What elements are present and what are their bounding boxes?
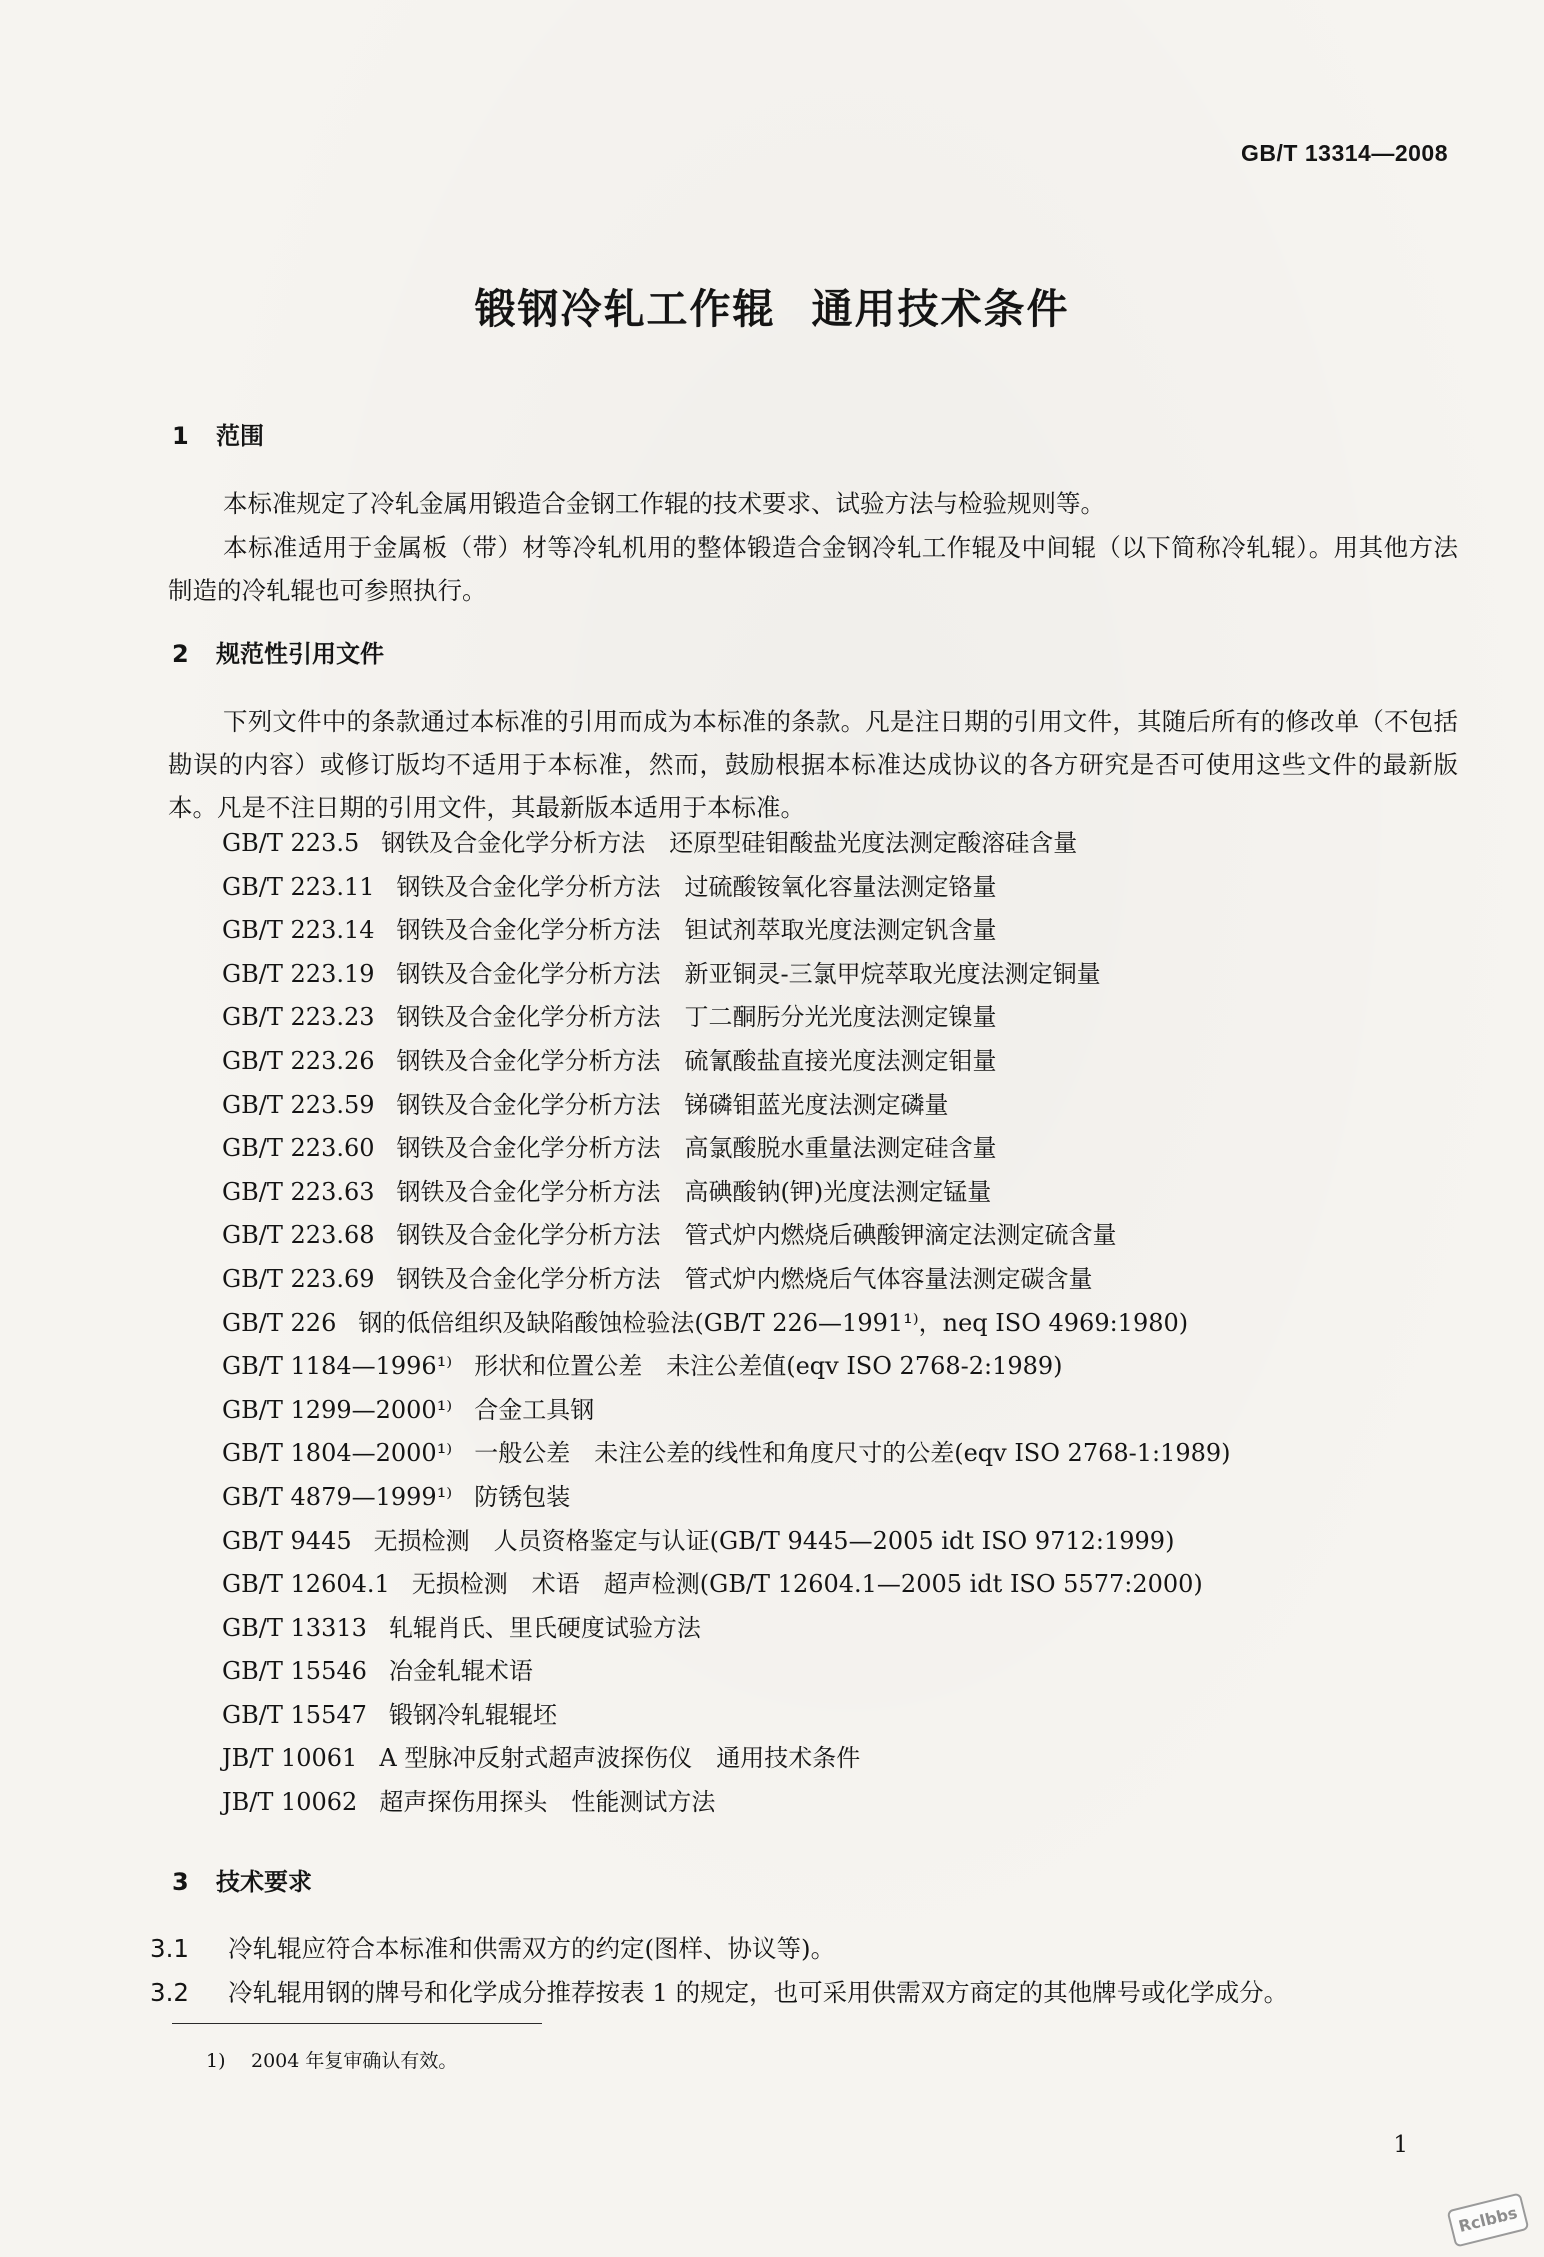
reference-code: GB/T 223.14 xyxy=(222,916,375,945)
footnote-text: 2004 年复审确认有效。 xyxy=(251,2050,458,2072)
reference-item xyxy=(222,1432,1231,1476)
reference-code: GB/T 223.69 xyxy=(222,1264,375,1293)
page-number: 1 xyxy=(1393,2132,1408,2158)
reference-code: JB/T 10062 xyxy=(222,1788,358,1817)
reference-title: 锻钢冷轧辊辊坯 xyxy=(388,1700,557,1729)
references-intro-paragraph: 下列文件中的条款通过本标准的引用而成为本标准的条款。凡是注日期的引用文件，其随后所有的修改单（不包括勘误的内容）或修订版均不适用于本标准，然而，鼓励根据本标准达成协议的各方研究是否可使用这些文件的最新版本。凡是不注日期的引用文件，其最新版本适用于本标准。 xyxy=(168,707,1458,822)
reference-title: 钢铁及合金化学分析方法 还原型硅钼酸盐光度法测定酸溶硅含量 xyxy=(381,829,1078,857)
scope-paragraph-2: 本标准适用于金属板（带）材等冷轧机用的整体锻造合金钢冷轧工作辊及中间辊（以下简称冷轧辊）。用其他方法制造的冷轧辊也可参照执行。 xyxy=(168,533,1458,605)
standard-code: GB/T 13314—2008 xyxy=(1241,140,1448,166)
reference-code: GB/T 226 xyxy=(222,1308,337,1337)
reference-code: GB/T 223.26 xyxy=(222,1046,375,1075)
section-1-heading xyxy=(172,416,264,451)
reference-item xyxy=(222,822,1231,866)
watermark-stamp: Rclbbs xyxy=(1447,2192,1530,2247)
reference-item xyxy=(222,866,1231,910)
reference-item xyxy=(222,953,1231,997)
reference-title: A 型脉冲反射式超声波探伤仪 通用技术条件 xyxy=(379,1744,861,1773)
section-number: 3 xyxy=(172,1868,189,1896)
clause-text: 冷轧辊用钢的牌号和化学成分推荐按表 1 的规定，也可采用供需双方商定的其他牌号或化学成分。 xyxy=(228,1978,1289,2007)
section-title: 技术要求 xyxy=(216,1868,312,1896)
reference-title: 钢铁及合金化学分析方法 丁二酮肟分光光度法测定镍量 xyxy=(396,1003,997,1032)
reference-title: 超声探伤用探头 性能测试方法 xyxy=(379,1788,716,1817)
reference-title: 钢铁及合金化学分析方法 高碘酸钠(钾)光度法测定锰量 xyxy=(396,1177,992,1206)
reference-code: JB/T 10061 xyxy=(222,1744,358,1773)
reference-code: GB/T 9445 xyxy=(222,1526,352,1555)
reference-item xyxy=(222,1737,1231,1781)
reference-title: 冶金轧辊术语 xyxy=(388,1657,533,1686)
reference-item xyxy=(222,1171,1231,1215)
footnote-divider xyxy=(172,2023,542,2024)
document-title xyxy=(0,276,1544,335)
reference-item xyxy=(222,1127,1231,1171)
reference-item xyxy=(222,996,1231,1040)
clause-text: 冷轧辊应符合本标准和供需双方的约定(图样、协议等)。 xyxy=(228,1934,836,1963)
reference-title: 钢铁及合金化学分析方法 锑磷钼蓝光度法测定磷量 xyxy=(396,1090,949,1119)
reference-code: GB/T 223.5 xyxy=(222,829,360,857)
reference-item xyxy=(222,1040,1231,1084)
reference-item xyxy=(222,1214,1231,1258)
clause-number: 3.2 xyxy=(150,1978,189,2007)
reference-code: GB/T 4879—1999¹⁾ xyxy=(222,1482,453,1511)
reference-code: GB/T 223.23 xyxy=(222,1003,375,1032)
reference-item xyxy=(222,1084,1231,1128)
section-title: 规范性引用文件 xyxy=(216,640,384,668)
reference-title: 钢的低倍组织及缺陷酸蚀检验法(GB/T 226—1991¹⁾，neq ISO 4969:1980) xyxy=(358,1308,1189,1337)
normative-references-list xyxy=(222,822,1231,1825)
reference-item xyxy=(222,1258,1231,1302)
title-part-1: 锻钢冷轧工作辊 xyxy=(474,285,776,333)
reference-title: 钢铁及合金化学分析方法 硫氰酸盐直接光度法测定钼量 xyxy=(396,1046,997,1075)
reference-code: GB/T 223.68 xyxy=(222,1221,375,1250)
reference-title: 一般公差 未注公差的线性和角度尺寸的公差(eqv ISO 2768-1:1989) xyxy=(474,1439,1231,1468)
reference-code: GB/T 1184—1996¹⁾ xyxy=(222,1352,453,1381)
reference-code: GB/T 1804—2000¹⁾ xyxy=(222,1439,453,1468)
reference-code: GB/T 12604.1 xyxy=(222,1570,390,1599)
reference-item xyxy=(222,1476,1231,1520)
section-number: 2 xyxy=(172,640,189,668)
reference-code: GB/T 15547 xyxy=(222,1700,367,1729)
reference-title: 钢铁及合金化学分析方法 管式炉内燃烧后碘酸钾滴定法测定硫含量 xyxy=(396,1221,1117,1250)
section-number: 1 xyxy=(172,422,189,450)
reference-title: 无损检测 人员资格鉴定与认证(GB/T 9445—2005 idt ISO 9712:1999) xyxy=(373,1526,1175,1555)
section-3-heading xyxy=(172,1862,312,1897)
footnote-mark: 1) xyxy=(206,2050,226,2072)
reference-code: GB/T 223.59 xyxy=(222,1090,375,1119)
reference-item xyxy=(222,1781,1231,1825)
reference-code: GB/T 1299—2000¹⁾ xyxy=(222,1395,453,1424)
reference-title: 钢铁及合金化学分析方法 管式炉内燃烧后气体容量法测定碳含量 xyxy=(396,1264,1093,1293)
reference-code: GB/T 223.60 xyxy=(222,1134,375,1163)
reference-title: 钢铁及合金化学分析方法 过硫酸铵氧化容量法测定铬量 xyxy=(396,872,997,901)
reference-code: GB/T 223.19 xyxy=(222,959,375,988)
section-2-heading xyxy=(172,634,384,669)
reference-item xyxy=(222,1607,1231,1651)
reference-item xyxy=(222,1563,1231,1607)
reference-title: 合金工具钢 xyxy=(474,1395,595,1424)
reference-item xyxy=(222,909,1231,953)
reference-title: 轧辊肖氏、里氏硬度试验方法 xyxy=(388,1613,701,1642)
reference-item xyxy=(222,1650,1231,1694)
footnote xyxy=(206,2046,457,2073)
reference-title: 无损检测 术语 超声检测(GB/T 12604.1—2005 idt ISO 5577:2000) xyxy=(411,1570,1203,1599)
clause-3-1 xyxy=(150,1930,835,1965)
reference-code: GB/T 13313 xyxy=(222,1613,367,1642)
section-title: 范围 xyxy=(216,422,264,450)
reference-title: 钢铁及合金化学分析方法 新亚铜灵-三氯甲烷萃取光度法测定铜量 xyxy=(396,959,1101,988)
reference-item xyxy=(222,1345,1231,1389)
reference-title: 钢铁及合金化学分析方法 高氯酸脱水重量法测定硅含量 xyxy=(396,1134,997,1163)
reference-item xyxy=(222,1694,1231,1738)
reference-title: 防锈包装 xyxy=(474,1482,571,1511)
reference-item xyxy=(222,1302,1231,1346)
clause-3-2 xyxy=(150,1974,1288,2009)
reference-title: 形状和位置公差 未注公差值(eqv ISO 2768-2:1989) xyxy=(474,1352,1063,1381)
reference-code: GB/T 15546 xyxy=(222,1657,367,1686)
reference-title: 钢铁及合金化学分析方法 钽试剂萃取光度法测定钒含量 xyxy=(396,916,997,945)
scope-paragraph-1: 本标准规定了冷轧金属用锻造合金钢工作辊的技术要求、试验方法与检验规则等。 xyxy=(223,489,1105,518)
reference-item xyxy=(222,1520,1231,1564)
clause-number: 3.1 xyxy=(150,1934,189,1963)
reference-item xyxy=(222,1389,1231,1433)
reference-code: GB/T 223.63 xyxy=(222,1177,375,1206)
reference-code: GB/T 223.11 xyxy=(222,872,375,901)
title-part-2: 通用技术条件 xyxy=(811,285,1070,333)
